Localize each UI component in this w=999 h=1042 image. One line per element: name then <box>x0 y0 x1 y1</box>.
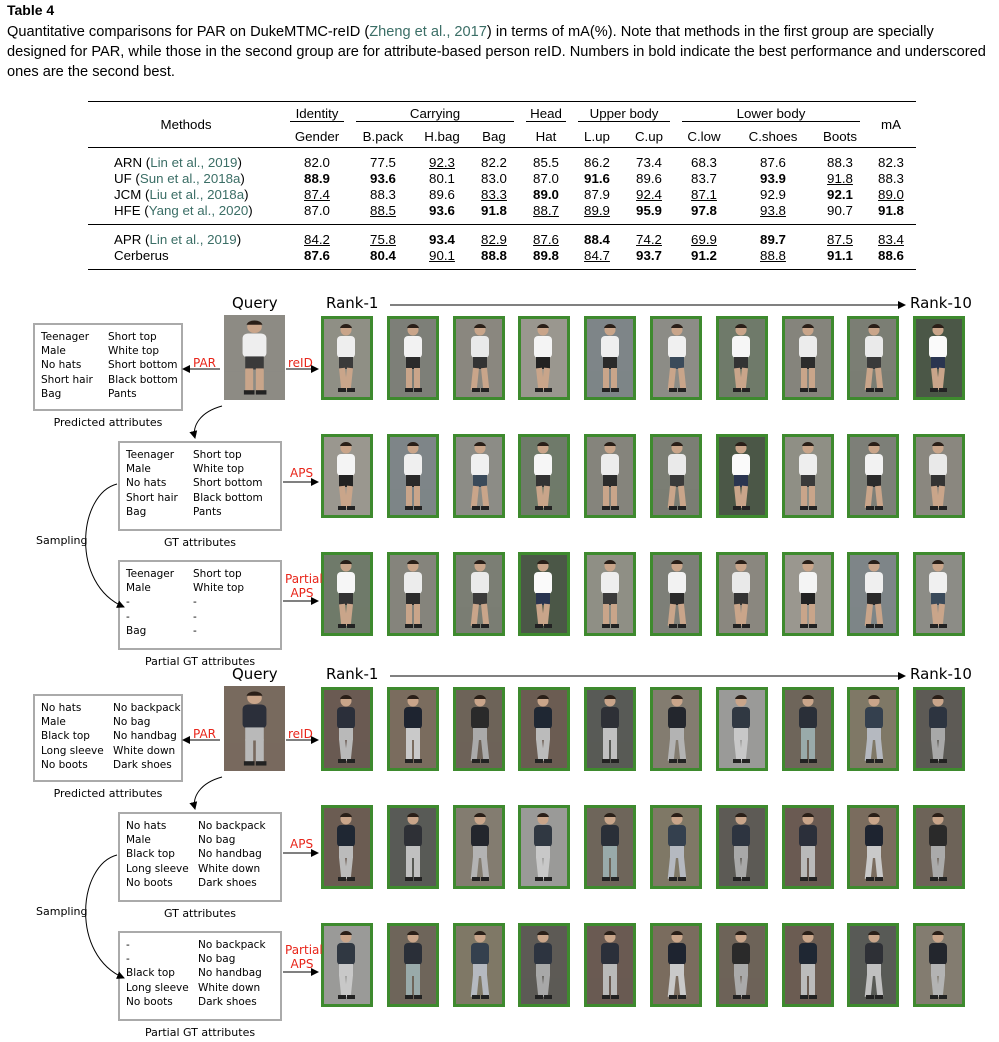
attribute-item: Teenager <box>41 331 90 343</box>
attribute-item: Long sleeve <box>41 744 104 757</box>
value-cell: 82.3 <box>878 154 904 170</box>
column-header: L.up <box>572 125 622 148</box>
attribute-item: No backpack <box>198 939 266 951</box>
column-header: C.up <box>622 125 676 148</box>
value-cell: 87.4 <box>304 186 330 202</box>
value-cell: 82.2 <box>481 154 507 170</box>
value-cell: 90.1 <box>429 247 455 263</box>
group-header: Carrying <box>350 102 520 126</box>
attribute-item: No backpack <box>113 702 181 714</box>
attribute-item: No bag <box>198 953 236 966</box>
aps-label: APS <box>290 466 314 480</box>
aps-word: APS <box>290 586 314 600</box>
value-cell: 75.8 <box>370 231 396 247</box>
value-cell: 89.8 <box>533 247 559 263</box>
table-row <box>88 231 916 247</box>
attribute-item: Short hair <box>126 491 178 504</box>
attribute-item: Male <box>41 345 66 358</box>
attribute-item: No boots <box>126 876 173 889</box>
value-cell: 83.3 <box>481 186 507 202</box>
value-cell: 88.9 <box>304 170 330 186</box>
value-cell: 93.8 <box>760 202 786 218</box>
method-citation: Lin et al., 2019 <box>150 154 238 170</box>
rank-1-label: Rank-1 <box>326 294 379 312</box>
attribute-item: - <box>126 596 130 609</box>
attribute-item: Short bottom <box>108 359 178 372</box>
attribute-item: White down <box>198 862 261 875</box>
predicted-attributes-label: Predicted attributes <box>53 787 163 800</box>
value-cell: 92.3 <box>429 154 455 170</box>
table-row <box>88 170 916 186</box>
par-label: PAR <box>193 356 217 370</box>
method-cell: JCM (Liu et al., 2018a) <box>114 186 249 202</box>
attribute-item: No hats <box>41 702 82 714</box>
attribute-item: Teenager <box>126 449 175 461</box>
group-header: Lower body <box>676 102 866 126</box>
value-cell: 93.6 <box>429 202 455 218</box>
value-cell: 85.5 <box>533 154 559 170</box>
column-header: C.shoes <box>732 125 814 148</box>
method-cell: ARN (Lin et al., 2019) <box>114 154 242 170</box>
column-header: Gender <box>284 125 350 148</box>
attribute-item: Bag <box>126 624 147 637</box>
value-cell: 93.9 <box>760 170 786 186</box>
value-cell: 87.0 <box>533 170 559 186</box>
sampling-label: Sampling <box>36 534 88 547</box>
value-cell: 89.6 <box>636 170 662 186</box>
attribute-item: Short hair <box>41 373 93 386</box>
attribute-item: Teenager <box>126 568 175 580</box>
value-cell: 92.9 <box>760 186 786 202</box>
attribute-item: Short top <box>193 449 242 461</box>
value-cell: 91.2 <box>691 247 717 263</box>
value-cell: 86.2 <box>584 154 610 170</box>
attribute-item: Dark shoes <box>113 758 172 771</box>
value-cell: 88.8 <box>481 247 507 263</box>
attribute-item: No bag <box>113 716 151 729</box>
value-cell: 82.0 <box>304 154 330 170</box>
gt-attributes-label: GT attributes <box>163 536 237 549</box>
value-cell: 88.6 <box>878 247 904 263</box>
value-cell: 87.6 <box>533 231 559 247</box>
attribute-item: No boots <box>126 995 173 1008</box>
value-cell: 77.5 <box>370 154 396 170</box>
retrieval-figure <box>0 294 999 1042</box>
attribute-item: - <box>126 939 130 951</box>
attribute-item: No handbag <box>198 848 262 861</box>
attribute-item: - <box>193 624 197 637</box>
attribute-item: White down <box>198 981 261 994</box>
method-citation: Liu et al., 2018a <box>149 186 245 202</box>
table-row <box>88 186 916 202</box>
value-cell: 88.5 <box>370 202 396 218</box>
caption-citation: Zheng et al., 2017 <box>369 24 487 40</box>
table-row <box>88 247 916 263</box>
column-header: H.bag <box>416 125 468 148</box>
connector-overlay <box>0 294 999 1042</box>
attribute-item: - <box>126 610 130 623</box>
column-header: B.pack <box>350 125 416 148</box>
value-cell: 87.5 <box>827 231 853 247</box>
attribute-item: - <box>126 953 130 966</box>
value-cell: 92.4 <box>636 186 662 202</box>
value-cell: 87.6 <box>304 247 330 263</box>
method-cell: Cerberus <box>114 247 169 263</box>
value-cell: 84.7 <box>584 247 610 263</box>
value-cell: 68.3 <box>691 154 717 170</box>
attribute-item: - <box>193 596 197 609</box>
attribute-item: Black bottom <box>108 373 178 386</box>
attribute-item: Dark shoes <box>198 876 257 889</box>
table-label: Table 4 <box>7 2 55 18</box>
attribute-item: Male <box>126 582 151 595</box>
value-cell: 91.1 <box>827 247 853 263</box>
mA-header: mA <box>866 102 916 148</box>
value-cell: 87.0 <box>304 202 330 218</box>
table-caption: Quantitative comparisons for PAR on DukeMTMC-reID (Zheng et al., 2017) in terms of mA(%). Note that methods in the first group are specially designed for PAR, while those in the second group are for attribute-based person reID. Numbers in bold indicate the best performance and underscored ones are the second best. <box>7 24 986 80</box>
attribute-item: Male <box>126 463 151 476</box>
attribute-item: Short top <box>193 568 242 580</box>
value-cell: 93.7 <box>636 247 662 263</box>
par-label: PAR <box>193 727 217 741</box>
value-cell: 93.6 <box>370 170 396 186</box>
value-cell: 91.8 <box>481 202 507 218</box>
reid-label: reID <box>288 356 313 370</box>
results-table <box>88 101 916 270</box>
attribute-item: Short top <box>108 331 157 343</box>
group-header: Head <box>520 102 572 126</box>
method-cell: HFE (Yang et al., 2020) <box>114 202 253 218</box>
attribute-item: No hats <box>41 359 82 372</box>
value-cell: 73.4 <box>636 154 662 170</box>
reid-label: reID <box>288 727 313 741</box>
predicted-attributes-label: Predicted attributes <box>53 416 163 429</box>
attribute-item: Long sleeve <box>126 981 189 994</box>
value-cell: 83.4 <box>878 231 904 247</box>
attribute-item: Male <box>126 834 151 847</box>
attribute-item: Black top <box>126 848 175 861</box>
attribute-item: Long sleeve <box>126 862 189 875</box>
table-row <box>88 202 916 218</box>
attribute-item: No hats <box>126 820 167 832</box>
column-header: Bag <box>468 125 520 148</box>
attribute-item: No handbag <box>113 730 177 743</box>
value-cell: 83.7 <box>691 170 717 186</box>
value-cell: 74.2 <box>636 231 662 247</box>
attribute-item: No backpack <box>198 820 266 832</box>
query-label: Query <box>232 294 278 312</box>
group-header: Identity <box>284 102 350 126</box>
aps-word: APS <box>290 957 314 971</box>
value-cell: 69.9 <box>691 231 717 247</box>
value-cell: 97.8 <box>691 202 717 218</box>
attribute-item: - <box>193 610 197 623</box>
value-cell: 89.0 <box>878 186 904 202</box>
attribute-item: No handbag <box>198 967 262 980</box>
attribute-item: Bag <box>41 387 62 400</box>
attribute-item: Pants <box>108 387 137 400</box>
value-cell: 83.0 <box>481 170 507 186</box>
value-cell: 80.1 <box>429 170 455 186</box>
rank-10-label: Rank-10 <box>910 665 972 683</box>
attribute-item: Black top <box>126 967 175 980</box>
value-cell: 93.4 <box>429 231 455 247</box>
attribute-item: White top <box>193 582 245 595</box>
attribute-item: Pants <box>193 505 222 518</box>
value-cell: 87.1 <box>691 186 717 202</box>
attribute-item: No boots <box>41 758 88 771</box>
value-cell: 88.4 <box>584 231 610 247</box>
methods-header: Methods <box>88 102 284 148</box>
attribute-item: White top <box>193 463 245 476</box>
value-cell: 82.9 <box>481 231 507 247</box>
value-cell: 88.3 <box>878 170 904 186</box>
attribute-item: Black bottom <box>193 491 263 504</box>
partial-word: Partial <box>285 943 323 957</box>
value-cell: 91.8 <box>878 202 904 218</box>
value-cell: 88.3 <box>370 186 396 202</box>
attribute-item: Male <box>41 716 66 729</box>
value-cell: 91.8 <box>827 170 853 186</box>
method-citation: Sun et al., 2018a <box>139 170 241 186</box>
attribute-item: Black top <box>41 730 90 743</box>
column-header: C.low <box>676 125 732 148</box>
value-cell: 91.6 <box>584 170 610 186</box>
partial-gt-attributes-label: Partial GT attributes <box>144 655 256 668</box>
attribute-item: No bag <box>198 834 236 847</box>
method-cell: APR (Lin et al., 2019) <box>114 231 242 247</box>
value-cell: 80.4 <box>370 247 396 263</box>
table-row <box>88 154 916 170</box>
value-cell: 95.9 <box>636 202 662 218</box>
partial-word: Partial <box>285 572 323 586</box>
value-cell: 92.1 <box>827 186 853 202</box>
value-cell: 87.9 <box>584 186 610 202</box>
rank-1-label: Rank-1 <box>326 665 379 683</box>
aps-label: APS <box>290 837 314 851</box>
query-label: Query <box>232 665 278 683</box>
value-cell: 90.7 <box>827 202 853 218</box>
column-header: Boots <box>814 125 866 148</box>
method-citation: Lin et al., 2019 <box>149 231 237 247</box>
sampling-arrow <box>86 484 124 607</box>
attribute-item: Short bottom <box>193 477 263 490</box>
method-cell: UF (Sun et al., 2018a) <box>114 170 245 186</box>
value-cell: 84.2 <box>304 231 330 247</box>
value-cell: 88.8 <box>760 247 786 263</box>
attribute-item: White top <box>108 345 160 358</box>
predicted-to-gt-arrow <box>194 406 222 438</box>
value-cell: 89.7 <box>760 231 786 247</box>
partial-gt-attributes-label: Partial GT attributes <box>144 1026 256 1039</box>
sampling-arrow <box>86 855 124 978</box>
value-cell: 87.6 <box>760 154 786 170</box>
gt-attributes-label: GT attributes <box>163 907 237 920</box>
value-cell: 88.7 <box>533 202 559 218</box>
value-cell: 89.0 <box>533 186 559 202</box>
value-cell: 89.6 <box>429 186 455 202</box>
method-citation: Yang et al., 2020 <box>148 202 249 218</box>
value-cell: 88.3 <box>827 154 853 170</box>
rank-10-label: Rank-10 <box>910 294 972 312</box>
group-header: Upper body <box>572 102 676 126</box>
column-header: Hat <box>520 125 572 148</box>
attribute-item: Dark shoes <box>198 995 257 1008</box>
attribute-item: White down <box>113 744 176 757</box>
sampling-label: Sampling <box>36 905 88 918</box>
attribute-item: No hats <box>126 477 167 490</box>
predicted-to-gt-arrow <box>194 777 222 809</box>
value-cell: 89.9 <box>584 202 610 218</box>
attribute-item: Bag <box>126 505 147 518</box>
